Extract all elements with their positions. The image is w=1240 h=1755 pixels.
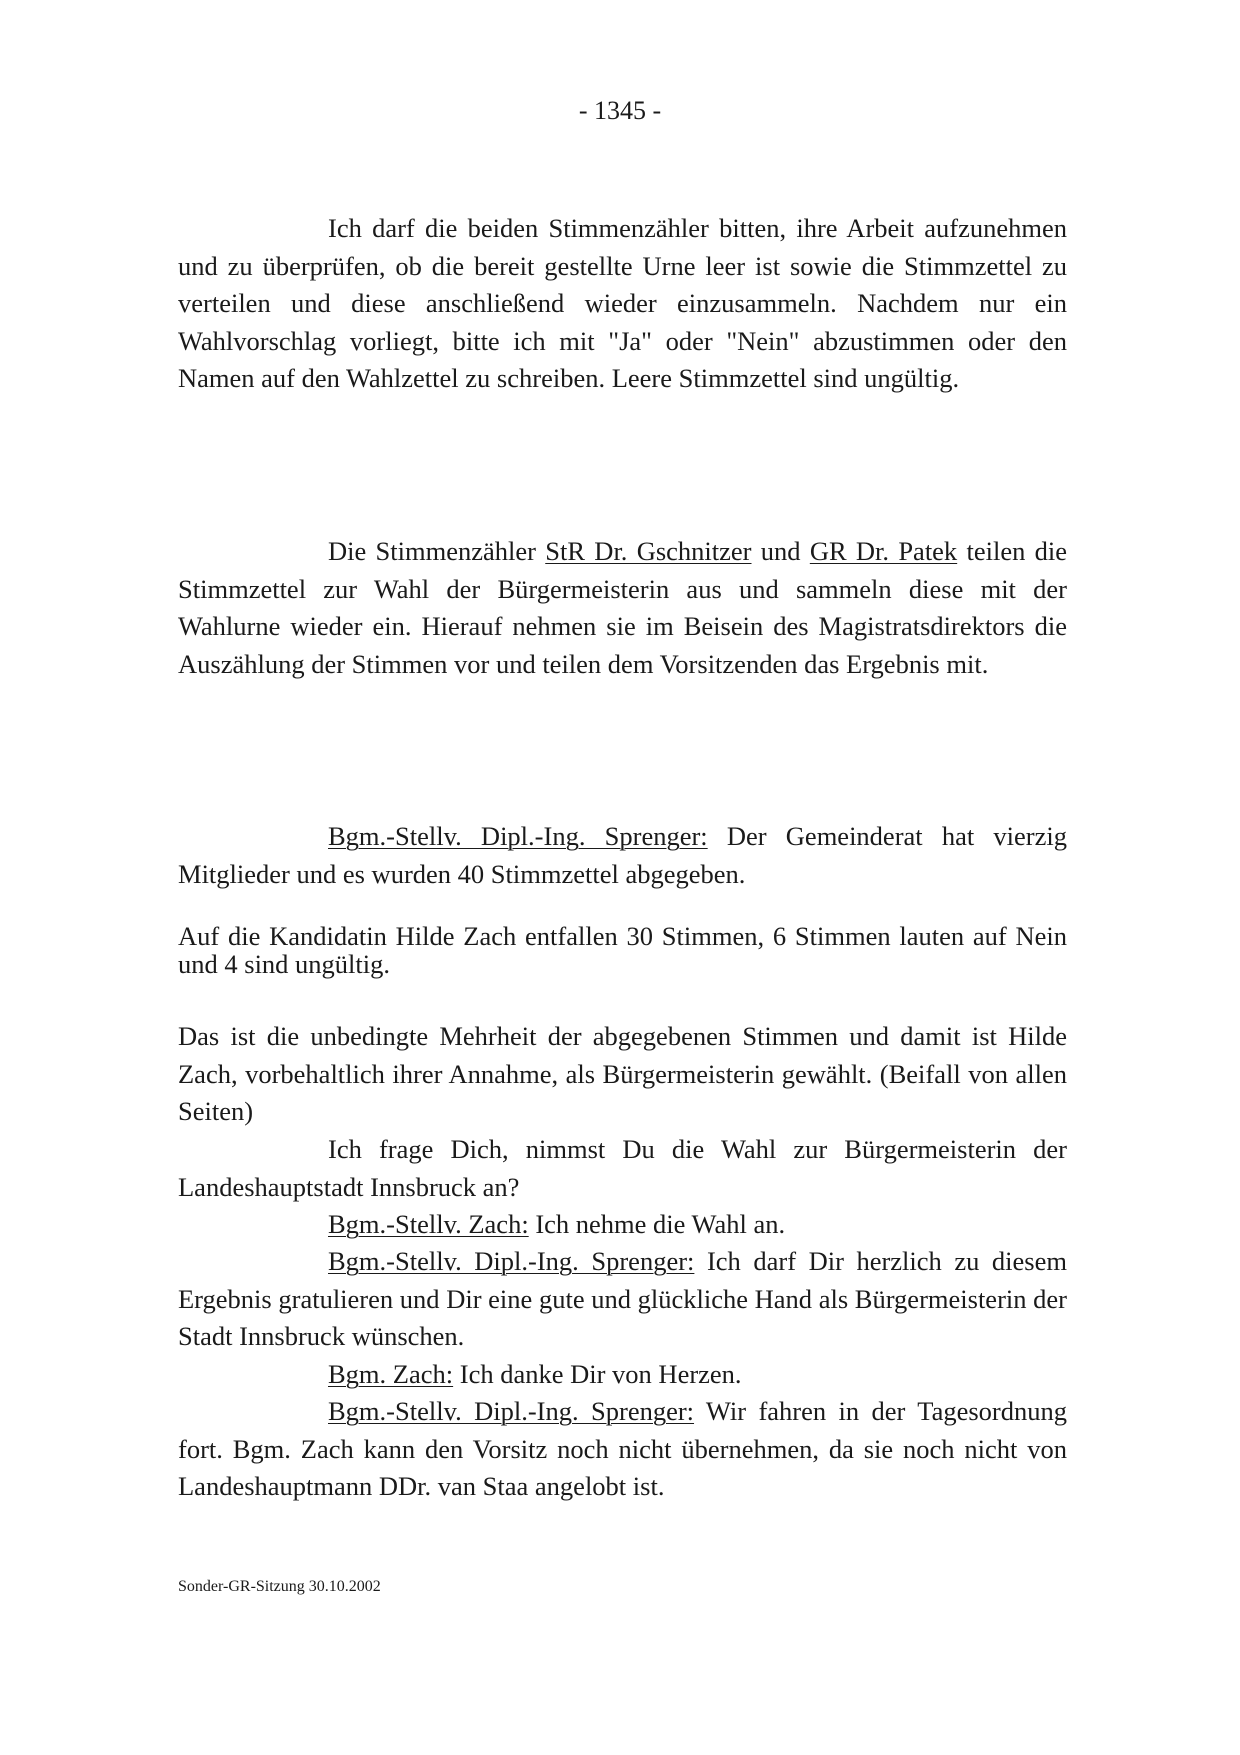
speaker-name: Bgm.-Stellv. Zach: bbox=[328, 1209, 529, 1239]
paragraph-text: teilen die Stimmzettel zur Wahl der Bürgermeisterin aus und sammeln diese mit der Wahlurne wieder ein. Hierauf nehmen sie im Beisein des Magistratsdirektors die Auszählung der Stimmen vor und teilen dem Vorsitzenden das Ergebnis mit. bbox=[178, 536, 1067, 679]
paragraph-result-announcement bbox=[178, 818, 1067, 893]
paragraph-vote-counting bbox=[178, 533, 1067, 683]
page-footer: Sonder-GR-Sitzung 30.10.2002 bbox=[178, 1578, 381, 1595]
page-number: - 1345 - bbox=[578, 96, 662, 125]
paragraph-text: Der Gemeinderat hat vierzig Mitglieder und es wurden 40 Stimmzettel abgegeben. bbox=[178, 821, 1067, 889]
paragraph-text: und bbox=[751, 536, 810, 566]
speaker-name: GR Dr. Patek bbox=[809, 536, 958, 566]
paragraph-vote-instructions: Ich darf die beiden Stimmenzähler bitten, ihre Arbeit aufzunehmen und zu überprüfen, ob die bereit gestellte Urne leer ist sowie die Stimmzettel zu verteilen und diese anschließend wieder einzusammeln. Nachdem nur ein Wahlvorschlag vorliegt, bitte ich mit "Ja" oder "Nein" abzustimmen oder den Namen auf den Wahlzettel zu schreiben. Leere Stimmzettel sind ungültig. bbox=[178, 213, 1067, 393]
paragraph-text: Die Stimmenzähler bbox=[328, 536, 546, 566]
paragraph-agenda-continue bbox=[178, 1393, 1067, 1506]
speaker-name: Bgm.-Stellv. Dipl.-Ing. Sprenger: bbox=[328, 821, 708, 851]
paragraph-acceptance bbox=[178, 1206, 1067, 1244]
speaker-name: Bgm. Zach: bbox=[328, 1359, 454, 1389]
paragraph-text: Ich darf Dir herzlich zu diesem Ergebnis gratulieren und Dir eine gute und glückliche Hand als Bürgermeisterin der Stadt Innsbruck wünschen. bbox=[178, 1246, 1067, 1351]
paragraph-thanks bbox=[178, 1356, 1067, 1394]
paragraph-congratulation bbox=[178, 1243, 1067, 1356]
paragraph-text: Ich nehme die Wahl an. bbox=[528, 1209, 786, 1239]
paragraph-text: Wir fahren in der Tagesordnung fort. Bgm. Zach kann den Vorsitz noch nicht übernehmen, da sie noch nicht von Landeshauptmann DDr. van Staa angelobt ist. bbox=[178, 1396, 1067, 1501]
speaker-name: Bgm.-Stellv. Dipl.-Ing. Sprenger: bbox=[328, 1246, 695, 1276]
paragraph-majority: Das ist die unbedingte Mehrheit der abgegebenen Stimmen und damit ist Hilde Zach, vorbehaltlich ihrer Annahme, als Bürgermeisterin gewählt. (Beifall von allen Seiten) bbox=[178, 1021, 1067, 1126]
speaker-name: Bgm.-Stellv. Dipl.-Ing. Sprenger: bbox=[328, 1396, 695, 1426]
speaker-name: StR Dr. Gschnitzer bbox=[545, 536, 752, 566]
paragraph-vote-result: Auf die Kandidatin Hilde Zach entfallen 30 Stimmen, 6 Stimmen lauten auf Nein und 4 sind ungültig. bbox=[178, 921, 1067, 979]
paragraph-question: Ich frage Dich, nimmst Du die Wahl zur Bürgermeisterin der Landeshauptstadt Innsbruck an? bbox=[178, 1134, 1067, 1202]
paragraph-text: Ich danke Dir von Herzen. bbox=[453, 1359, 742, 1389]
